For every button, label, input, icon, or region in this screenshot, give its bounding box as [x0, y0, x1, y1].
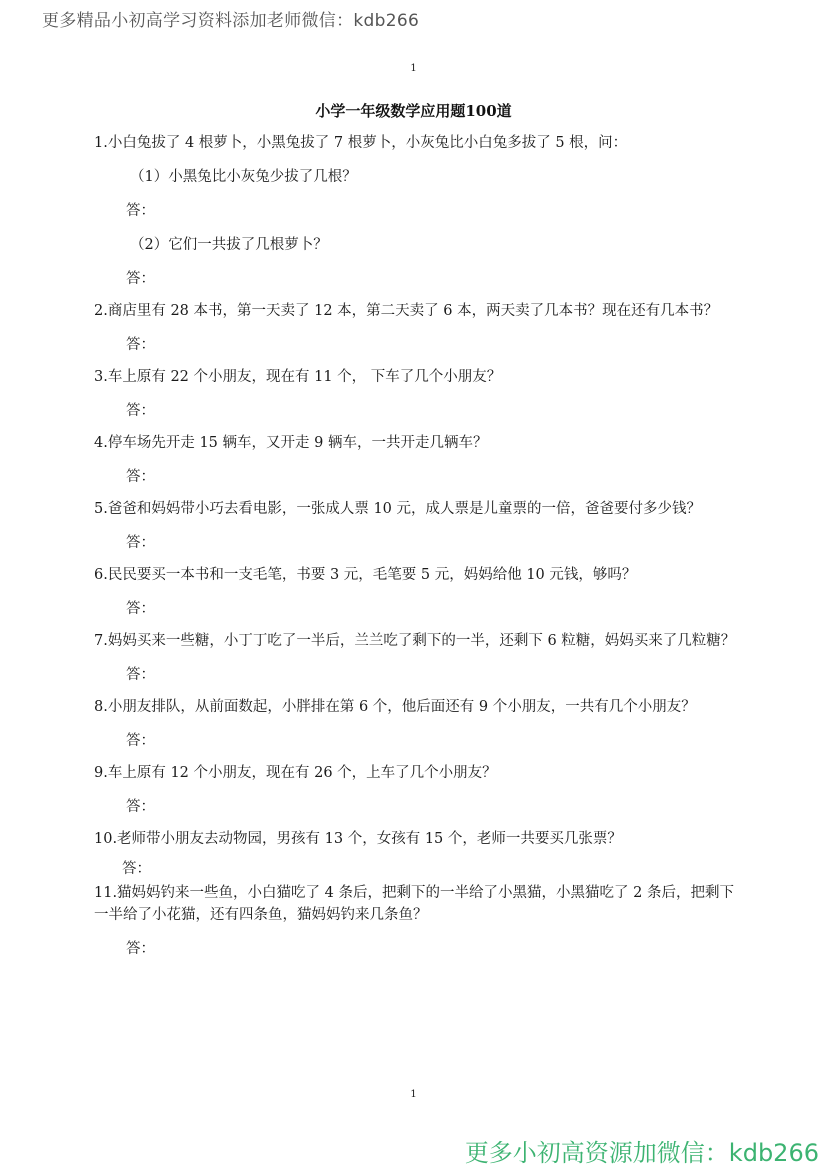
question-7: 7.妈妈买来一些糖，小丁丁吃了一半后，兰兰吃了剩下的一半，还剩下 6 粒糖，妈妈买来了几粒糖？	[94, 633, 736, 649]
answer-label: 答：	[122, 861, 151, 877]
bottom-watermark: 更多小初高资源加微信：kdb266	[464, 1139, 819, 1167]
question-1: 1.小白兔拔了 4 根萝卜，小黑兔拔了 7 根萝卜，小灰兔比小白兔多拔了 5 根，问：	[94, 135, 628, 151]
answer-label: 答：	[126, 337, 155, 353]
answer-label: 答：	[126, 733, 155, 749]
question-8: 8.小朋友排队，从前面数起，小胖排在第 6 个，他后面还有 9 个小朋友，一共有几个小朋友？	[94, 699, 696, 715]
question-10: 10.老师带小朋友去动物园，男孩有 13 个，女孩有 15 个，老师一共要买几张票？	[94, 831, 622, 847]
question-9: 9.车上原有 12 个小朋友，现在有 26 个，上车了几个小朋友？	[94, 765, 497, 781]
answer-label: 答：	[126, 535, 155, 551]
question-1-sub-1: （1）小黑兔比小灰兔少拔了几根？	[130, 169, 357, 185]
answer-label: 答：	[126, 203, 155, 219]
question-4: 4.停车场先开走 15 辆车，又开走 9 辆车，一共开走几辆车？	[94, 435, 488, 451]
top-watermark: 更多精品小初高学习资料添加老师微信：kdb266	[42, 11, 420, 31]
page-title: 小学一年级数学应用题100道	[315, 102, 512, 120]
answer-label: 答：	[126, 271, 155, 287]
answer-label: 答：	[126, 601, 155, 617]
question-1-sub-2: （2）它们一共拔了几根萝卜？	[130, 237, 328, 253]
answer-label: 答：	[126, 667, 155, 683]
question-2: 2.商店里有 28 本书，第一天卖了 12 本，第二天卖了 6 本，两天卖了几本书？现在还有几本书？	[94, 303, 719, 319]
question-5: 5.爸爸和妈妈带小巧去看电影，一张成人票 10 元，成人票是儿童票的一倍，爸爸要付多少钱？	[94, 501, 701, 517]
answer-label: 答：	[126, 941, 155, 957]
page-number-bottom: 1	[410, 1089, 417, 1100]
question-11: 11.猫妈妈钓来一些鱼，小白猫吃了 4 条后，把剩下的一半给了小黑猫，小黑猫吃了 2 条后，把剩下一半给了小花猫，还有四条鱼，猫妈妈钓来几条鱼？	[94, 885, 734, 923]
answer-label: 答：	[126, 403, 155, 419]
question-6: 6.民民要买一本书和一支毛笔，书要 3 元，毛笔要 5 元，妈妈给他 10 元钱，够吗？	[94, 567, 637, 583]
question-3: 3.车上原有 22 个小朋友，现在有 11 个， 下车了几个小朋友？	[94, 369, 502, 385]
question-list	[94, 132, 738, 960]
answer-label: 答：	[126, 799, 155, 815]
answer-label: 答：	[126, 469, 155, 485]
page-number-top: 1	[410, 63, 417, 74]
